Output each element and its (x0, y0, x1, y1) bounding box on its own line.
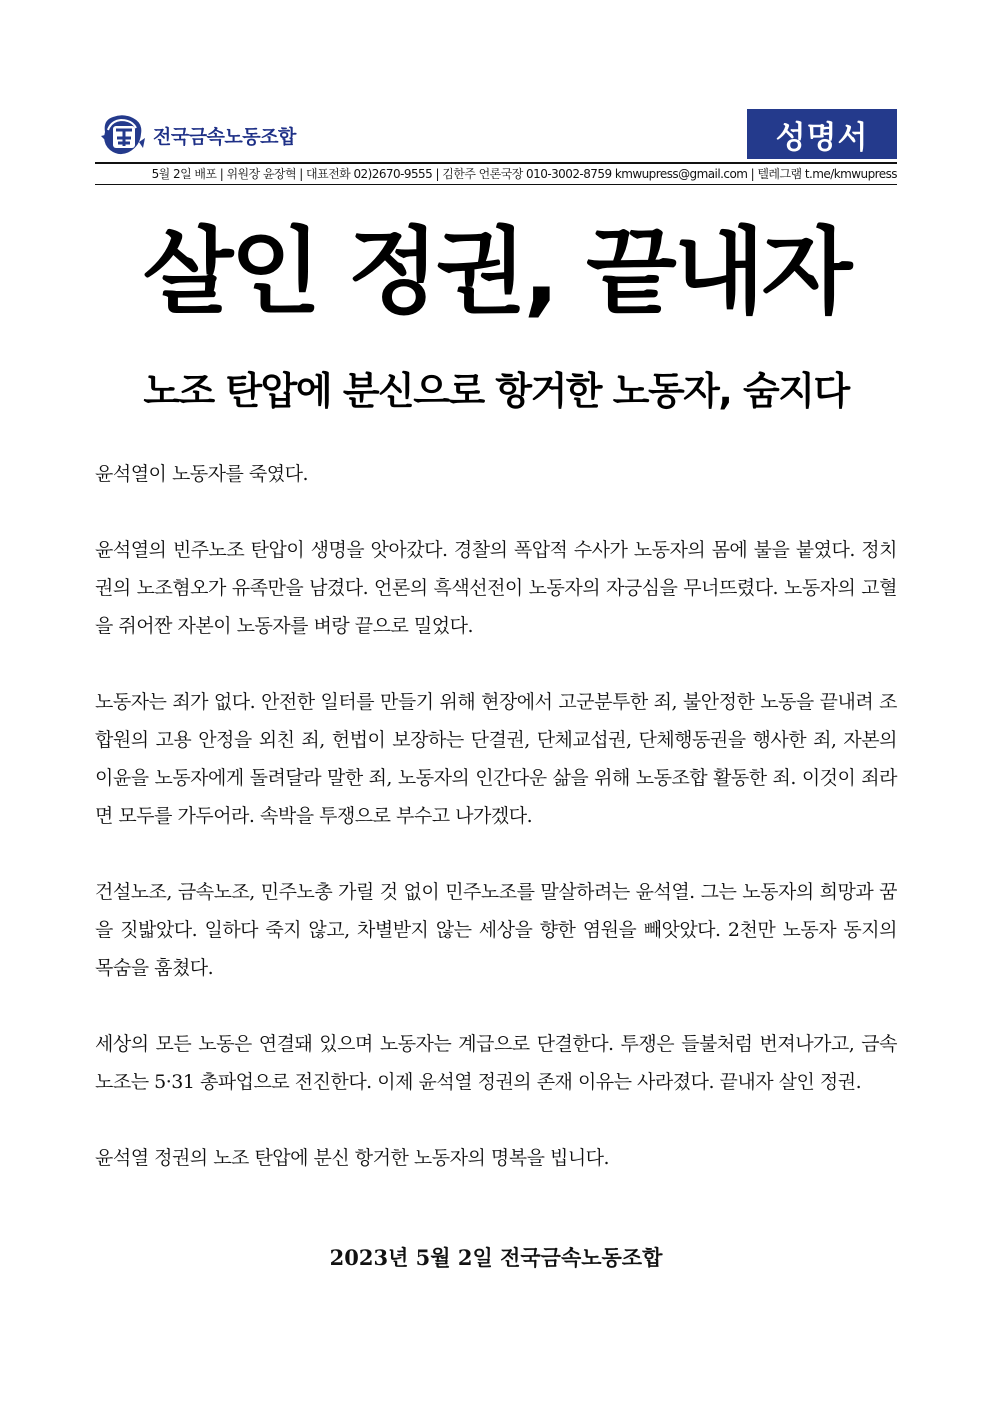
header-top-rule (95, 162, 897, 164)
press-header (95, 105, 897, 185)
org-name: 전국금속노동조합 (153, 125, 296, 148)
paragraph-3: 노동자는 죄가 없다. 안전한 일터를 만들기 위해 현장에서 고군분투한 죄, 불안정한 노동을 끝내려 조합원의 고용 안정을 외친 죄, 헌법이 보장하는 단결권, 단체교섭권, 단체행동권을 행사한 죄, 자본의 이윤을 노동자에게 돌려달라 말한 죄, 노동자의 인간다운 삶을 위해 노동조합 활동한 죄. 이것이 죄라면 모두를 가두어라. 속박을 투쟁으로 부수고 나가겠다. (95, 691, 897, 827)
paragraph-1: 윤석열이 노동자를 죽였다. (95, 463, 309, 485)
paragraph-6: 윤석열 정권의 노조 탄압에 분신 항거한 노동자의 명복을 빕니다. (95, 1147, 610, 1169)
paragraph-4: 건설노조, 금속노조, 민주노총 가릴 것 없이 민주노조를 말살하려는 윤석열. 그는 노동자의 희망과 꿈을 짓밟았다. 일하다 죽지 않고, 차별받지 않는 세상을 향한 염원을 빼앗았다. 2천만 노동자 동지의 목숨을 훔쳤다. (95, 881, 897, 979)
headline: 살인 정권, 끝내자 (142, 218, 850, 327)
contact-line: 5월 2일 배포 | 위원장 윤장혁 | 대표전화 02)2670-9555 | 김한주 언론국장 010-3002-8759 kmwupress@gmail.com | 텔레그램 t.me/kmwupress (151, 167, 897, 181)
subheadline: 노조 탄압에 분신으로 항거한 노동자, 숨지다 (143, 369, 849, 413)
doc-type-badge: 성명서 (747, 109, 897, 159)
paragraph-2: 윤석열의 빈주노조 탄압이 생명을 앗아갔다. 경찰의 폭압적 수사가 노동자의 몸에 불을 붙였다. 정치권의 노조혐오가 유족만을 남겼다. 언론의 흑색선전이 노동자의 자긍심을 무너뜨렸다. 노동자의 고혈을 쥐어짠 자본이 노동자를 벼랑 끝으로 밀었다. (95, 539, 897, 637)
union-emblem-icon (99, 112, 147, 158)
paragraph-5: 세상의 모든 노동은 연결돼 있으며 노동자는 계급으로 단결한다. 투쟁은 들불처럼 번져나가고, 금속노조는 5·31 총파업으로 전진한다. 이제 윤석열 정권의 존재 이유는 사라졌다. 끝내자 살인 정권. (95, 1033, 897, 1093)
statement-body (95, 455, 897, 1215)
signature-line: 2023년 5월 2일 전국금속노동조합 (329, 1245, 663, 1270)
union-logo (99, 111, 296, 159)
header-bottom-rule (95, 184, 897, 185)
